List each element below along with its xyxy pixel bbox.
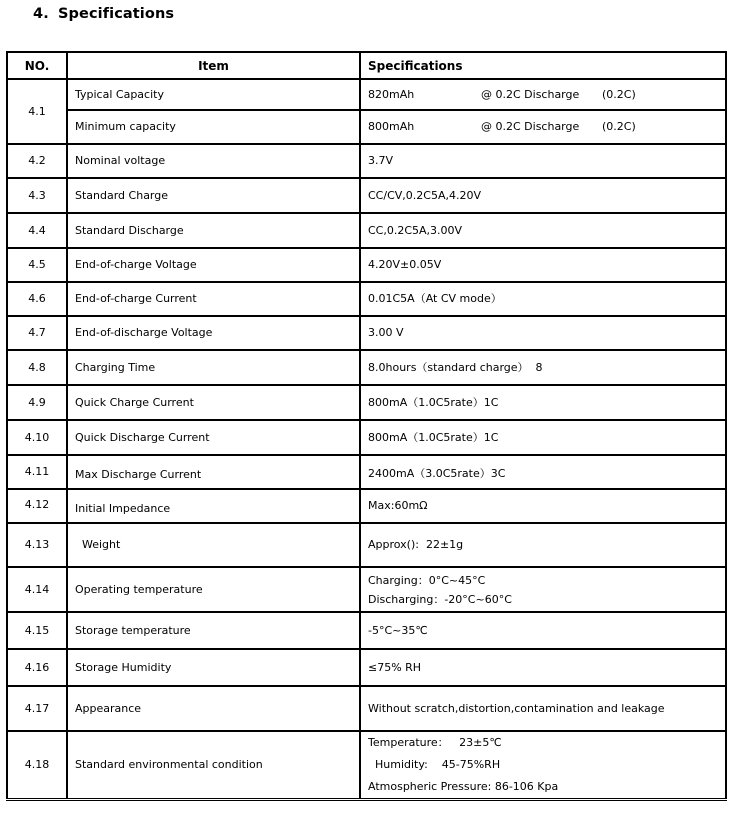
spec-condition: @ 0.2C Discharge: [481, 120, 580, 133]
table-row: [7, 144, 726, 178]
row-spec: 0.01C5A（At CV mode）: [360, 282, 726, 316]
table-header-row: [7, 52, 726, 79]
section-title: Specifications: [58, 6, 175, 22]
table-row: [7, 110, 726, 144]
row-item: Weight: [67, 523, 360, 567]
specifications-table: [6, 51, 727, 801]
row-item: Typical Capacity: [67, 79, 360, 110]
row-item: Max Discharge Current: [67, 455, 360, 489]
row-number: 4.3: [7, 178, 67, 213]
section-number: 4.: [33, 6, 49, 22]
row-number: 4.6: [7, 282, 67, 316]
row-spec: 3.7V: [360, 144, 726, 178]
row-number: 4.1: [7, 79, 67, 144]
spec-line: Temperature： 23±5℃: [368, 736, 502, 749]
row-number: 4.16: [7, 649, 67, 686]
spec-value: 800mAh: [368, 120, 415, 133]
table-row: [7, 316, 726, 350]
table-row: [7, 489, 726, 523]
row-item: Initial Impedance: [67, 489, 360, 523]
row-spec: -5°C~35℃: [360, 612, 726, 649]
row-number: 4.11: [7, 455, 67, 489]
row-item: Nominal voltage: [67, 144, 360, 178]
table-row: [7, 420, 726, 455]
table-row: [7, 213, 726, 248]
row-item: Standard environmental condition: [67, 731, 360, 800]
row-spec: ≤75% RH: [360, 649, 726, 686]
table-row: [7, 649, 726, 686]
header-no: NO.: [7, 52, 67, 79]
section-heading: [33, 6, 174, 22]
row-number: 4.8: [7, 350, 67, 385]
spec-value: 820mAh: [368, 87, 415, 101]
row-spec: 4.20V±0.05V: [360, 248, 726, 282]
row-item: Charging Time: [67, 350, 360, 385]
row-spec: CC/CV,0.2C5A,4.20V: [360, 178, 726, 213]
table-row: [7, 79, 726, 110]
row-spec: 2400mA（3.0C5rate）3C: [360, 455, 726, 489]
row-spec: [360, 567, 726, 612]
row-item: Storage Humidity: [67, 649, 360, 686]
table-row: [7, 282, 726, 316]
spec-line: Atmospheric Pressure: 86-106 Kpa: [368, 780, 559, 793]
row-spec: Approx(): 22±1g: [360, 523, 726, 567]
row-number: 4.4: [7, 213, 67, 248]
row-spec: CC,0.2C5A,3.00V: [360, 213, 726, 248]
row-item: End-of-charge Voltage: [67, 248, 360, 282]
table-row: [7, 686, 726, 731]
row-spec: 800mA（1.0C5rate）1C: [360, 420, 726, 455]
row-item: End-of-charge Current: [67, 282, 360, 316]
row-spec: Without scratch,distortion,contamination and leakage: [360, 686, 726, 731]
table-row: [7, 178, 726, 213]
row-number: 4.14: [7, 567, 67, 612]
row-number: 4.15: [7, 612, 67, 649]
table-row: [7, 731, 726, 800]
spec-line: Discharging：-20°C~60°C: [368, 592, 512, 606]
spec-line: Charging：0°C~45°C: [368, 573, 486, 587]
row-item: Quick Charge Current: [67, 385, 360, 420]
row-spec: [360, 110, 726, 144]
row-number: 4.18: [7, 731, 67, 800]
row-spec: [360, 731, 726, 800]
row-spec: [360, 79, 726, 110]
row-spec: 3.00 V: [360, 316, 726, 350]
table-row: [7, 523, 726, 567]
spec-condition: @ 0.2C Discharge: [481, 87, 580, 101]
table-row: [7, 567, 726, 612]
table-row: [7, 612, 726, 649]
row-item: Standard Charge: [67, 178, 360, 213]
row-number: 4.7: [7, 316, 67, 350]
table-row: [7, 350, 726, 385]
table-row: [7, 385, 726, 420]
row-item: Minimum capacity: [67, 110, 360, 144]
spec-line: Humidity: 45-75%RH: [375, 758, 501, 771]
table-row: [7, 455, 726, 489]
row-item: Standard Discharge: [67, 213, 360, 248]
header-specifications: Specifications: [360, 52, 726, 79]
row-number: 4.9: [7, 385, 67, 420]
row-number: 4.5: [7, 248, 67, 282]
row-spec: 8.0hours（standard charge） 8: [360, 350, 726, 385]
row-spec: Max:60mΩ: [360, 489, 726, 523]
row-number: 4.2: [7, 144, 67, 178]
spec-note: (0.2C): [602, 87, 636, 101]
header-item: Item: [67, 52, 360, 79]
row-number: 4.13: [7, 523, 67, 567]
spec-note: (0.2C): [602, 120, 636, 133]
row-number: 4.17: [7, 686, 67, 731]
row-item: Storage temperature: [67, 612, 360, 649]
row-item: Quick Discharge Current: [67, 420, 360, 455]
row-item: Appearance: [67, 686, 360, 731]
row-number: 4.12: [7, 489, 67, 523]
table-row: [7, 248, 726, 282]
row-spec: 800mA（1.0C5rate）1C: [360, 385, 726, 420]
row-number: 4.10: [7, 420, 67, 455]
row-item: End-of-discharge Voltage: [67, 316, 360, 350]
row-item: Operating temperature: [67, 567, 360, 612]
